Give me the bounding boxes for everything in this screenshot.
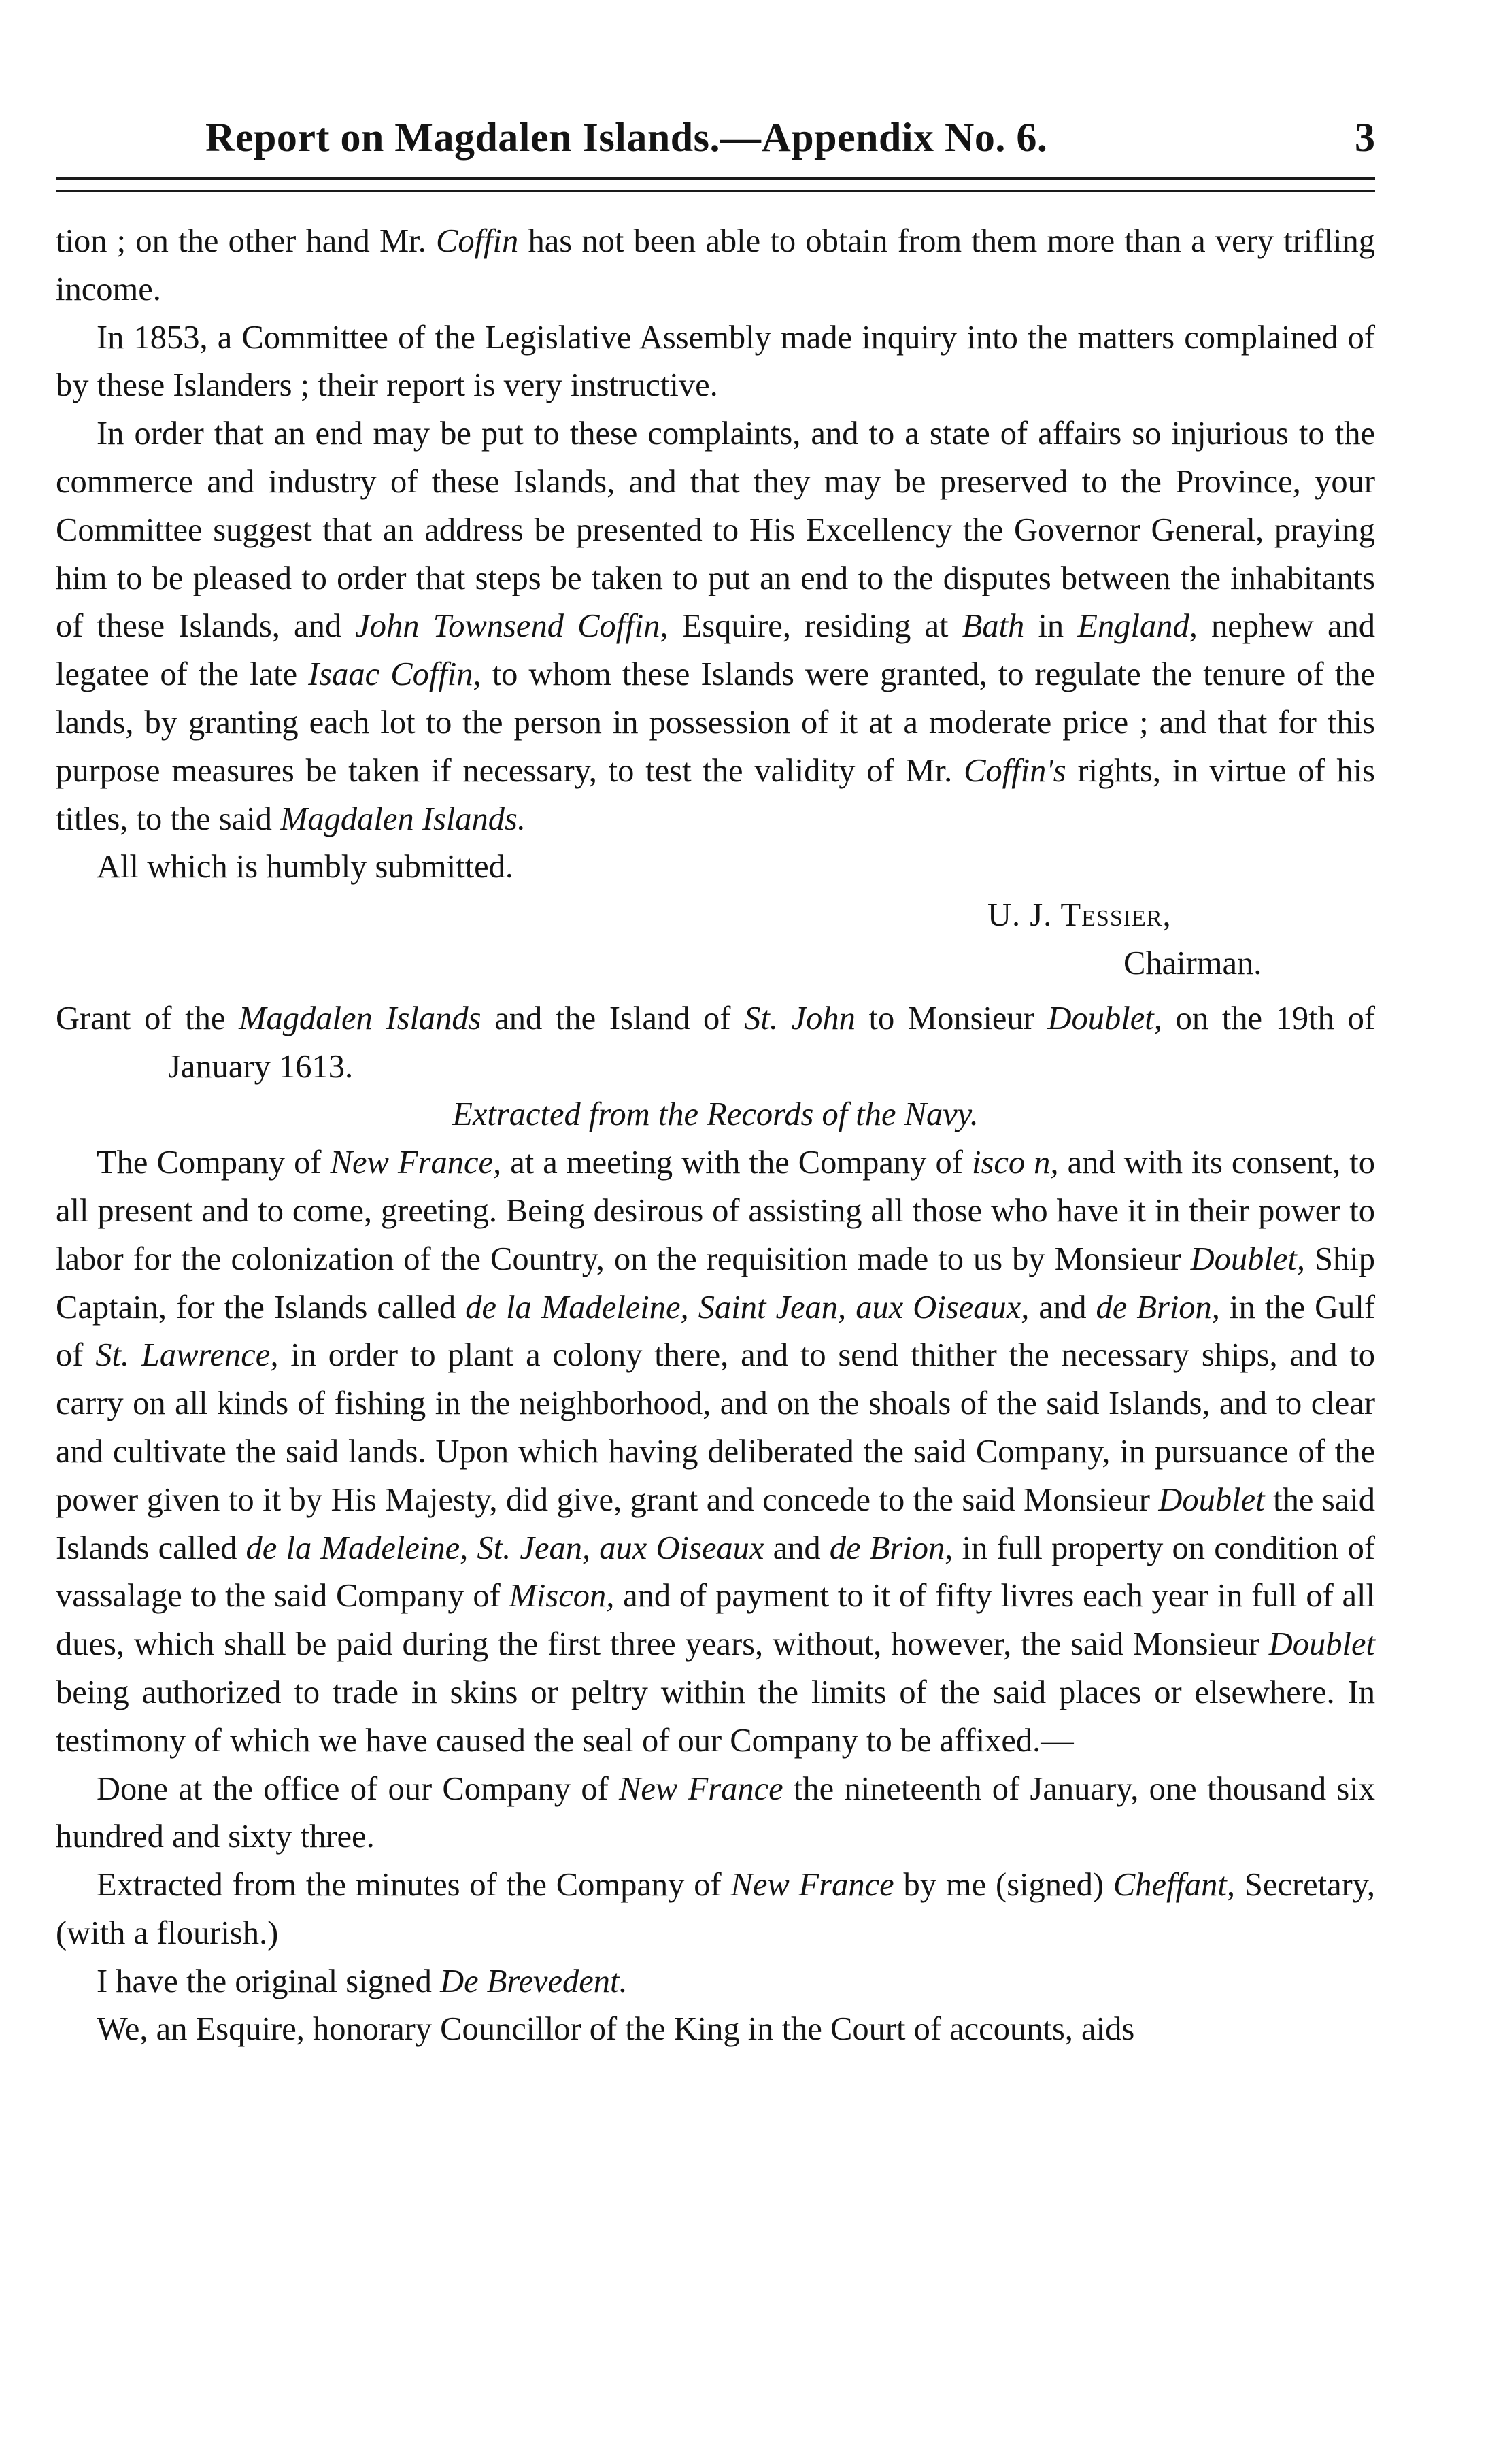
paragraph-submitted: All which is humbly submitted. <box>97 849 513 885</box>
signature-title: Chairman. <box>1123 945 1262 981</box>
document-page <box>56 102 1375 2054</box>
paragraph-continuation: tion ; on the other hand Mr. Coffin has not been able to obtain from them more than a very trifling income. <box>56 223 1375 307</box>
paragraph-recommendation: In order that an end may be put to these complaints, and to a state of affairs so injurious to the commerce and industry of these Islands, and that they may be preserved to the Province, your Committee suggest that an address be presented to His Excellency the Governor General, praying him to be pleased to order that steps be taken to put an end to the disputes between the inhabitants of these Islands, and John Townsend Coffin, Esquire, residing at Bath in England, nephew and legatee of the late Isaac Coffin, to whom these Islands were granted, to regulate the tenure of the lands, by granting each lot to the person in possession of it at a moderate price ; and that for this purpose measures be taken if necessary, to test the validity of Mr. Coffin's rights, in virtue of his titles, to the said Magdalen Islands. <box>56 416 1376 837</box>
page-number: 3 <box>1355 115 1375 160</box>
header-double-rule <box>56 177 1375 192</box>
paragraph-done-at: Done at the office of our Company of New France the nineteenth of January, one thousand six hundred and sixty three. <box>56 1770 1375 1855</box>
paragraph-extracted-minutes: Extracted from the minutes of the Company of New France by me (signed) Cheffant, Secretary, (with a flourish.) <box>56 1867 1375 1951</box>
paragraph-original-signed: I have the original signed De Brevedent. <box>97 1963 628 1999</box>
body-text <box>56 218 1375 2054</box>
header-title: Report on Magdalen Islands.—Appendix No. 6. <box>205 115 1048 160</box>
extract-source-line: Extracted from the Records of the Navy. <box>452 1096 979 1133</box>
paragraph-committee-1853: In 1853, a Committee of the Legislative Assembly made inquiry into the matters complained of by these Islanders ; their report is very instructive. <box>56 319 1375 404</box>
paragraph-grant-body: The Company of New France, at a meeting with the Company of isco n, and with its consent, to all present and to come, greeting. Being desirous of assisting all those who have it in their power to labor for the colonization of the Country, on the requisition made to us by Monsieur Doublet, Ship Captain, for the Islands called de la Madeleine, Saint Jean, aux Oiseaux, and de Brion, in the Gulf of St. Lawrence, in order to plant a colony there, and to send thither the necessary ships, and to carry on all kinds of fishing in the neighborhood, and on the shoals of the said Islands, and to clear and cultivate the said lands. Upon which having deliberated the said Company, in pursuance of the power given to it by His Majesty, did give, grant and concede to the said Monsieur Doublet the said Islands called de la Madeleine, St. Jean, aux Oiseaux and de Brion, in full property on condition of vassalage to the said Company of Miscon, and of payment to it of fifty livres each year in full of all dues, which shall be paid during the first three years, without, however, the said Monsieur Doublet being authorized to trade in skins or peltry within the limits of the said places or elsewhere. In testimony of which we have caused the seal of our Company to be affixed.— <box>56 1145 1376 1759</box>
running-header <box>56 102 1375 177</box>
grant-heading: Grant of the Magdalen Islands and the Island of St. John to Monsieur Doublet, on the 19th of January 1613. <box>56 1000 1375 1085</box>
signature-name: U. J. Tessier, <box>987 897 1172 934</box>
paragraph-esquire: We, an Esquire, honorary Councillor of the King in the Court of accounts, aids <box>97 2011 1135 2048</box>
